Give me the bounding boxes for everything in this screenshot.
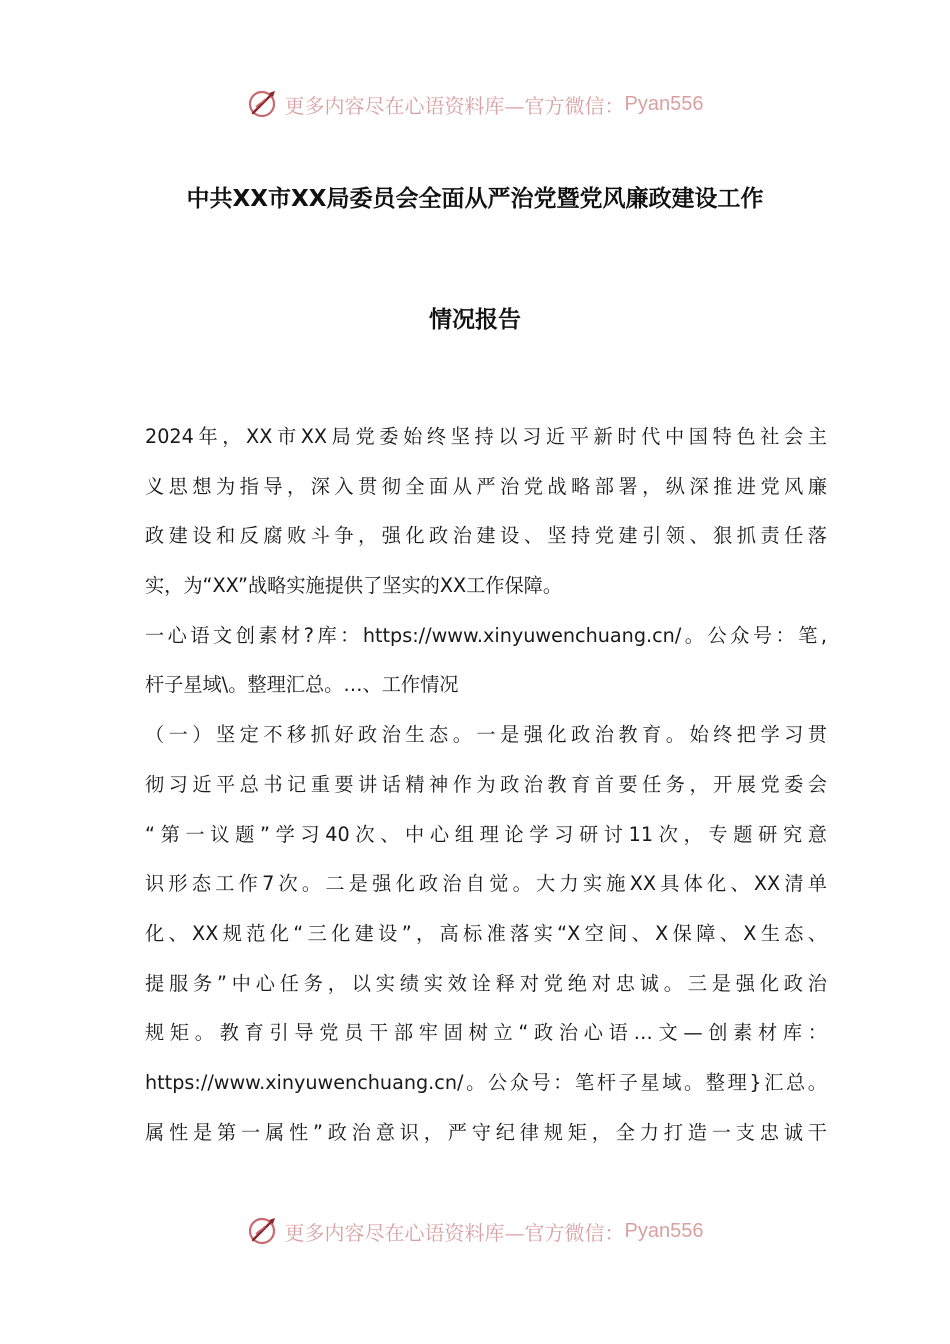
watermark-header [0,84,950,124]
body-line: 化、XX规范化“三化建设”，高标准落实“X空间、X保障、X生态、 [145,921,827,945]
body-line: 2024年，XX市XX局党委始终坚持以习近平新时代中国特色社会主 [145,425,827,448]
body-line: 义思想为指导，深入贯彻全面从严治党战略部署，纵深推进党风廉 [145,474,827,498]
document-title-line2: 情况报告 [429,307,521,333]
body-line: 实，为“XX”战略实施提供了坚实的XX工作保障。 [145,574,563,598]
watermark-wechat-id: Pyan556 [624,1219,704,1242]
body-line: （一）坚定不移抓好政治生态。一是强化政治教育。始终把学习贯 [145,723,827,747]
document-body [145,412,827,1157]
body-line: “第一议题”学习40次、中心组理论学习研讨11次，专题研究意 [145,822,827,846]
body-line: https://www.xinyuwenchuang.cn/。公众号：笔杆子星域。整理}汇总。 [145,1070,827,1094]
body-line: 彻习近平总书记重要讲话精神作为政治教育首要任务，开展党委会 [145,772,827,796]
pen-logo-icon [247,87,281,121]
pen-logo-icon [247,1214,281,1248]
watermark-text: 更多内容尽在心语资料库—官方微信： [284,1220,625,1245]
body-line: 识形态工作7次。二是强化政治自觉。大力实施XX具体化、XX清单 [145,872,827,896]
watermark-wechat-id: Pyan556 [624,92,704,115]
body-line: 杆子星域\。整理汇总。…、工作情况 [145,673,459,697]
body-line: 一心语文创素材?库：https://www.xinyuwenchuang.cn/。公众号：笔, [145,623,827,647]
watermark-text: 更多内容尽在心语资料库—官方微信： [284,93,625,118]
body-line: 提服务”中心任务，以实绩实效诠释对党绝对忠诚。三是强化政治 [145,971,827,995]
watermark-footer [0,1211,950,1251]
body-line: 政建设和反腐败斗争，强化政治建设、坚持党建引领、狠抓责任落 [145,524,827,548]
body-line: 属性是第一属性”政治意识，严守纪律规矩，全力打造一支忠诚干 [145,1120,827,1144]
document-title-line1: 中共XX市XX局委员会全面从严治党暨党风廉政建设工作 [186,186,764,212]
body-line: 规矩。教育引导党员干部牢固树立“政治心语…文—创素材库： [145,1021,827,1045]
